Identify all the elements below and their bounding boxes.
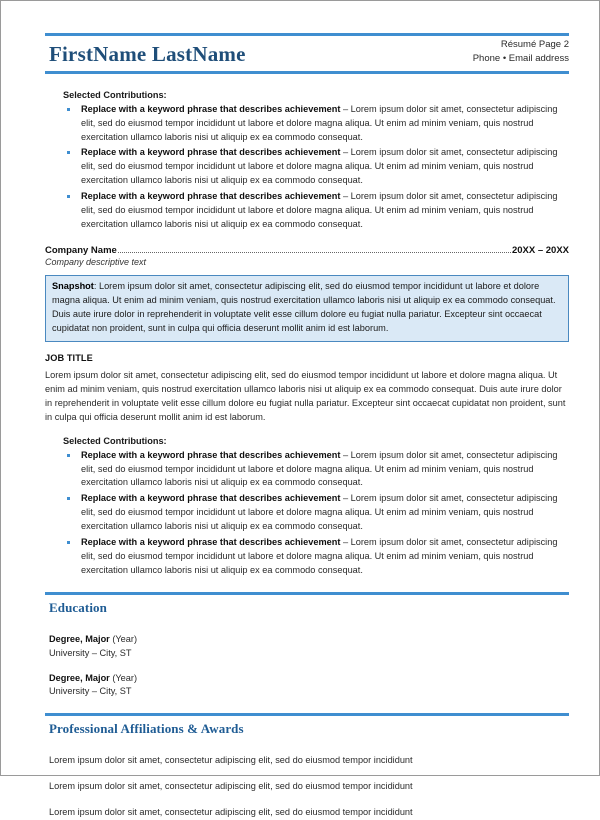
snapshot-box [45,275,569,341]
education-degree-line [49,633,569,646]
company-row [45,245,569,256]
education-school: University – City, ST [49,647,132,658]
education-year: (Year) [109,634,137,645]
affiliation-line: Lorem ipsum dolor sit amet, consectetur adipiscing elit, sed do eiusmod tempor incididunt [49,754,413,765]
list-item [63,536,569,578]
list-item [63,103,569,145]
page-number-label: Résumé Page 2 [500,39,569,50]
selected-contributions-heading-job: Selected Contributions: [63,435,167,446]
contribution-lead: Replace with a keyword phrase that describes achievement [81,449,341,460]
page-content [1,1,599,820]
company-descriptive-text: Company descriptive text [45,257,147,268]
contribution-lead: Replace with a keyword phrase that describes achievement [81,191,341,202]
section-title: Education [49,600,107,616]
list-item [63,190,569,232]
section-header-affiliations [45,713,569,738]
contribution-body: – Lorem ipsum dolor sit amet, consectetur adipiscing elit, sed do eiusmod tempor incididunt ut labore et dolore magna aliqua. Ut enim ad minim veniam, quis nostrud exercitation ullamco laboris nisi ut aliquip ex ea commodo consequat. [81,537,558,576]
snapshot-label: Snapshot [52,281,94,292]
contribution-body: – Lorem ipsum dolor sit amet, consectetur adipiscing elit, sed do eiusmod tempor incididunt ut labore et dolore magna aliqua. Ut enim ad minim veniam, quis nostrud exercitation ullamco laboris nisi ut aliquip ex ea commodo consequat. [81,493,558,532]
education-school: University – City, ST [49,686,132,697]
document-header [45,33,569,74]
contribution-lead: Replace with a keyword phrase that describes achievement [81,493,341,504]
section-title: Professional Affiliations & Awards [49,720,244,736]
education-degree: Degree, Major [49,634,110,645]
list-item [63,449,569,491]
job-summary: Lorem ipsum dolor sit amet, consectetur adipiscing elit, sed do eiusmod tempor incididunt ut labore et dolore magna aliqua. Ut enim ad minim veniam, quis nostrud exercitation ullamco laboris nisi ut aliquip ex ea commodo consequat. Duis aute irure dolor in reprehenderit in voluptate velit esse cillum dolore eu fugiat nulla pariatur. Excepteur sint occaecat cupidatat non proident, sunt in culpa qui officia deserunt mollit anim id est laborum. [45,369,566,422]
snapshot-text: : Lorem ipsum dolor sit amet, consectetur adipiscing elit, sed do eiusmod tempor incididunt ut labore et dolore magna aliqua. Ut enim ad minim veniam, quis nostrud exercitation ullamco laboris nisi ut aliquip ex ea commodo consequat. Duis aute irure dolor in reprehenderit in voluptate velit esse cillum dolore eu fugiat nulla pariatur. Excepteur sint occaecat cupidatat non proident, sunt in culpa qui officia deserunt mollit anim id est laborum. [52,281,556,333]
education-year: (Year) [109,673,137,684]
section-header-education [45,592,569,617]
contributions-list-job [63,449,569,579]
job-title: JOB TITLE [45,352,93,363]
list-item [63,146,569,188]
dotted-leader [118,245,511,253]
education-degree-line [49,672,569,685]
affiliation-line: Lorem ipsum dolor sit amet, consectetur adipiscing elit, sed do eiusmod tempor incididunt [49,781,413,792]
company-dates: 20XX – 20XX [511,245,569,257]
contribution-body: – Lorem ipsum dolor sit amet, consectetur adipiscing elit, sed do eiusmod tempor incididunt ut labore et dolore magna aliqua. Ut enim ad minim veniam, quis nostrud exercitation ullamco laboris nisi ut aliquip ex ea commodo consequat. [81,147,558,186]
spacer [45,625,569,633]
page-title: FirstName LastName [49,42,246,67]
contribution-body: – Lorem ipsum dolor sit amet, consectetur adipiscing elit, sed do eiusmod tempor incididunt ut labore et dolore magna aliqua. Ut enim ad minim veniam, quis nostrud exercitation ullamco laboris nisi ut aliquip ex ea commodo consequat. [81,103,558,142]
company-name: Company Name [45,245,117,257]
contribution-lead: Replace with a keyword phrase that describes achievement [81,147,341,158]
contribution-body: – Lorem ipsum dolor sit amet, consectetur adipiscing elit, sed do eiusmod tempor incididunt ut labore et dolore magna aliqua. Ut enim ad minim veniam, quis nostrud exercitation ullamco laboris nisi ut aliquip ex ea commodo consequat. [81,191,558,230]
contribution-body: – Lorem ipsum dolor sit amet, consectetur adipiscing elit, sed do eiusmod tempor incididunt ut labore et dolore magna aliqua. Ut enim ad minim veniam, quis nostrud exercitation ullamco laboris nisi ut aliquip ex ea commodo consequat. [81,449,558,488]
spacer [45,746,569,754]
list-item [63,492,569,534]
selected-contributions-heading-top: Selected Contributions: [63,89,167,100]
header-meta [473,38,569,68]
contribution-lead: Replace with a keyword phrase that describes achievement [81,537,341,548]
affiliation-line: Lorem ipsum dolor sit amet, consectetur adipiscing elit, sed do eiusmod tempor incididunt [49,807,413,818]
education-entry [45,672,569,699]
education-entry [45,633,569,660]
contribution-lead: Replace with a keyword phrase that describes achievement [81,103,341,114]
contact-line: Phone • Email address [472,52,569,64]
contributions-list-top [63,103,569,233]
education-degree: Degree, Major [49,673,110,684]
